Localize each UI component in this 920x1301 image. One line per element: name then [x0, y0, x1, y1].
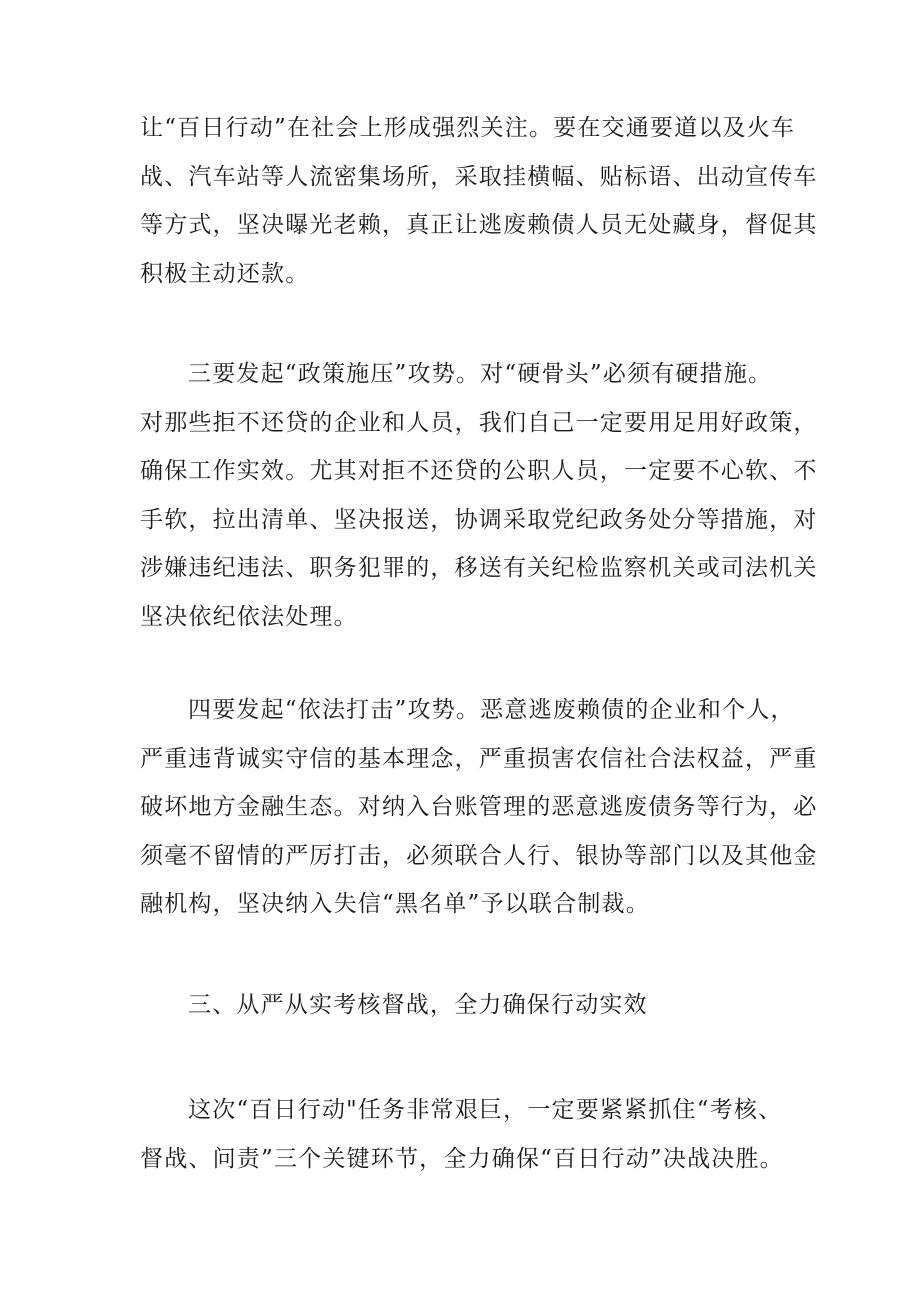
paragraph-line: 等方式，坚决曝光老赖，真正让逃废赖债人员无处藏身，督促其	[140, 212, 818, 239]
paragraph-line: 战、汽车站等人流密集场所，采取挂横幅、贴标语、出动宣传车	[140, 163, 818, 190]
paragraph-legal-strike	[140, 686, 818, 929]
paragraph-line: 坚决依纪依法处理。	[140, 603, 358, 630]
paragraph-first-line: 四要发起“依法打击”攻势。恶意逃废赖债的企业和个人，	[188, 697, 795, 723]
paragraph-policy-pressure	[140, 350, 818, 642]
paragraph-first-line: 这次“百日行动"任务非常艰巨，一定要紧紧抓住“考核、	[188, 1097, 783, 1123]
paragraph-line: 融机构，坚决纳入失信“黑名单”予以联合制裁。	[140, 891, 650, 918]
paragraph-line: 确保工作实效。尤其对拒不还贷的公职人员，一定要不心软、不	[140, 458, 818, 485]
paragraph-line: 须毫不留情的严厉打击，必须联合人行、银协等部门以及其他金	[140, 842, 818, 869]
paragraph-line: 让“百日行动”在社会上形成强烈关注。要在交通要道以及火车	[140, 115, 796, 141]
paragraph-line: 严重违背诚实守信的基本理念，严重损害农信社合法权益，严重	[140, 745, 818, 772]
paragraph-line: 破坏地方金融生态。对纳入台账管理的恶意逃废债务等行为，必	[140, 794, 818, 821]
paragraph-publicity-continued	[140, 104, 818, 298]
paragraph-line: 手软，拉出清单、坚决报送，协调采取党纪政务处分等措施，对	[140, 506, 818, 533]
paragraph-line: 积极主动还款。	[140, 260, 310, 287]
paragraph-line: 督战、问责”三个关键环节，全力确保“百日行动”决战决胜。	[140, 1145, 784, 1172]
paragraph-line: 涉嫌违纪违法、职务犯罪的，移送有关纪检监察机关或司法机关	[140, 555, 818, 582]
paragraph-line: 对那些拒不还贷的企业和人员，我们自己一定要用足用好政策，	[140, 409, 818, 436]
paragraph-first-line: 三要发起“政策施压”攻势。对“硬骨头”必须有硬措施。	[188, 361, 773, 387]
paragraph-closing	[140, 1086, 800, 1183]
section-heading: 三、从严从实考核督战，全力确保行动实效	[188, 992, 648, 1018]
